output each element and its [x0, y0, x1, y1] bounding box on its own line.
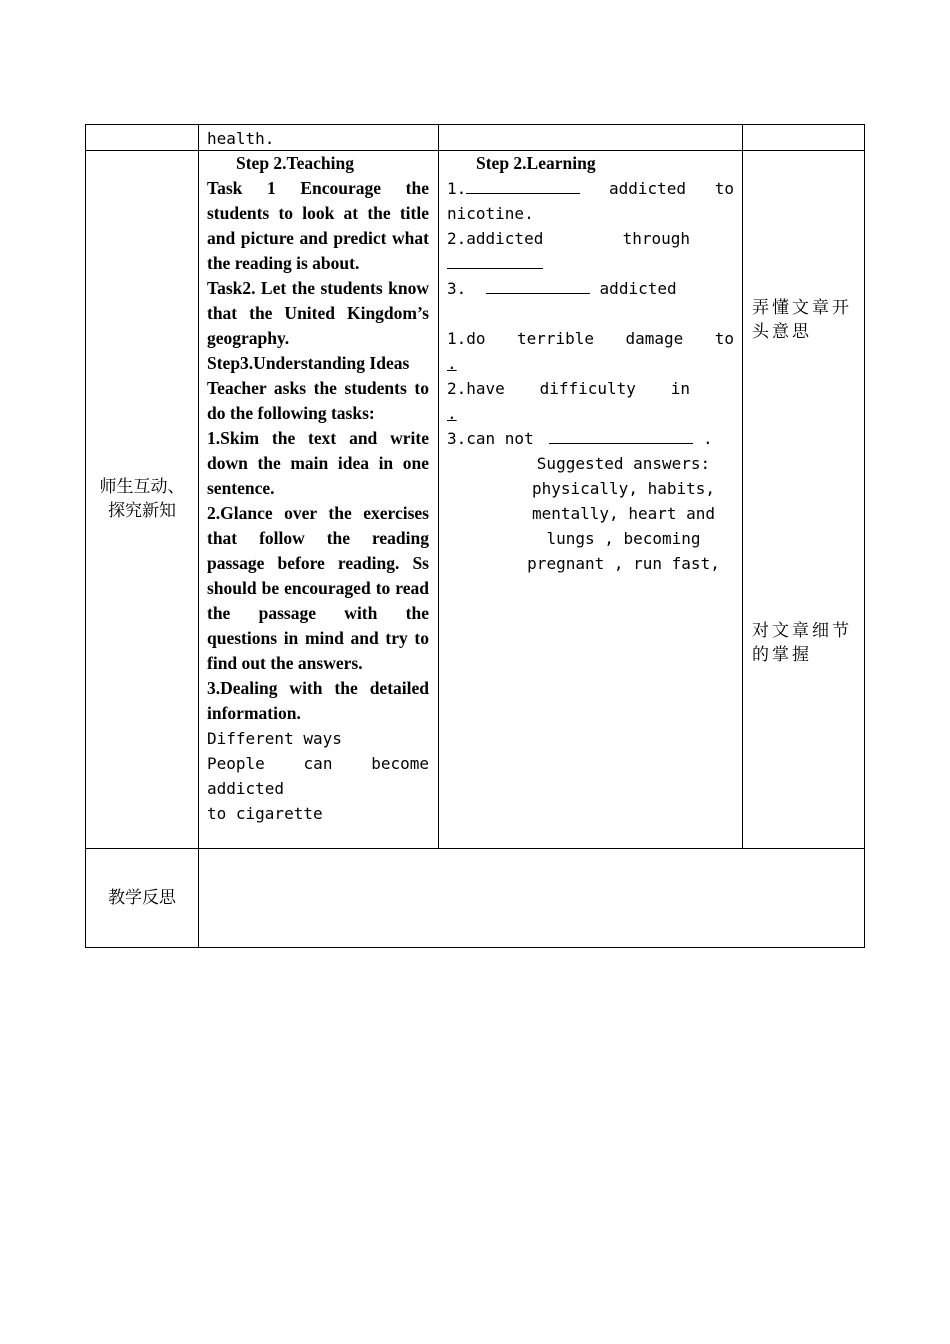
learning-heading: Step 2.Learning [476, 153, 596, 173]
d2-word-3: in [670, 379, 690, 398]
note-1 [752, 296, 860, 344]
suggested-line-3: mentally, heart and [531, 504, 716, 523]
d1-word-3: damage [625, 329, 684, 348]
d2-dot: . [447, 404, 457, 423]
q2-word-through: through [622, 229, 690, 248]
q3-num: 3. [447, 279, 467, 298]
d3-text: 3.can not [447, 429, 534, 448]
learning-d2-blank [447, 401, 734, 426]
table-border-bottom [85, 947, 865, 948]
note-2-line2: 的掌握 [752, 645, 812, 665]
learning-d1 [447, 326, 734, 351]
learning-d2 [447, 376, 734, 401]
table-border-right [864, 124, 865, 948]
learning-q1 [447, 176, 734, 201]
learning-column [447, 151, 734, 576]
row1-text: health. [207, 129, 275, 148]
teaching-task2: Task2. Let the students know that the United Kingdom’s geography. [207, 278, 429, 348]
teaching-item2: 2.Glance over the exercises that follow the reading passage before reading. Ss should be encouraged to read the passage with the questions in mind and try to find out the answers. [207, 503, 429, 673]
teaching-addicted: addicted [207, 779, 285, 798]
table-border-top [85, 124, 865, 125]
suggested-line-4: lungs , becoming [546, 529, 701, 548]
note-2-line1: 对文章细节 [752, 621, 852, 641]
note-1-line1: 弄懂文章开 [752, 298, 852, 318]
teaching-step3-text: Teacher asks the students to do the following tasks: [207, 378, 429, 423]
q3-blank [486, 276, 590, 294]
row2-label-line1: 师生互动、 [99, 477, 185, 497]
teaching-item1: 1.Skim the text and write down the main idea in one sentence. [207, 428, 429, 498]
teaching-task1: Task 1 Encourage the students to look at the title and picture and predict what the reading is about. [207, 178, 429, 273]
teaching-people-line [207, 751, 429, 776]
suggested-answers [447, 451, 734, 576]
suggested-line-1: Suggested answers: [536, 454, 711, 473]
table-border-left [85, 124, 86, 948]
table-divider-1 [198, 124, 199, 948]
q1-lead [447, 176, 580, 201]
row2-label-line2: 探究新知 [108, 501, 176, 521]
d2-word-2: difficulty [539, 379, 636, 398]
learning-d3 [447, 426, 734, 451]
q2-word-addicted: 2.addicted [447, 229, 544, 248]
teaching-step3: Step3.Understanding Ideas [207, 353, 410, 373]
q1-word-addicted: addicted [608, 179, 687, 198]
learning-q2-blank-line [447, 251, 734, 276]
d2-word-1: 2.have [447, 379, 505, 398]
learning-spacer [447, 301, 734, 326]
word-can: can [303, 754, 333, 773]
q1-word-to: to [714, 179, 734, 198]
word-become: become [371, 754, 429, 773]
suggested-line-5: pregnant , run fast, [527, 554, 720, 573]
row1-teaching-cell [207, 126, 429, 151]
row2-label [86, 475, 198, 523]
table-divider-3 [742, 124, 743, 849]
d1-dot: . [447, 354, 457, 373]
q1-num: 1. [447, 179, 467, 198]
table-border-row2 [85, 848, 865, 849]
d1-word-4: to [714, 329, 734, 348]
teaching-to-cigarette: to cigarette [207, 804, 323, 823]
d3-blank [549, 426, 693, 444]
table-divider-2 [438, 124, 439, 849]
d3-end: . [702, 429, 713, 448]
d1-word-1: 1.do [447, 329, 486, 348]
q3-word: addicted [599, 279, 677, 298]
word-people: People [207, 754, 265, 773]
teaching-heading: Step 2.Teaching [236, 153, 354, 173]
learning-d1-blank [447, 351, 734, 376]
note-2 [752, 619, 860, 667]
reflection-label: 教学反思 [108, 888, 176, 908]
q1-blank [466, 176, 580, 194]
note-1-line2: 头意思 [752, 322, 812, 342]
learning-q1-cont: nicotine. [447, 204, 534, 223]
learning-q2 [447, 226, 734, 251]
teaching-item3: 3.Dealing with the detailed information. [207, 678, 429, 723]
teaching-column [207, 151, 429, 826]
teaching-different-ways: Different ways [207, 729, 342, 748]
d1-word-2: terrible [516, 329, 595, 348]
row3-label [86, 886, 198, 910]
suggested-line-2: physically, habits, [531, 479, 716, 498]
learning-q3 [447, 276, 734, 301]
q2-blank [447, 251, 543, 269]
